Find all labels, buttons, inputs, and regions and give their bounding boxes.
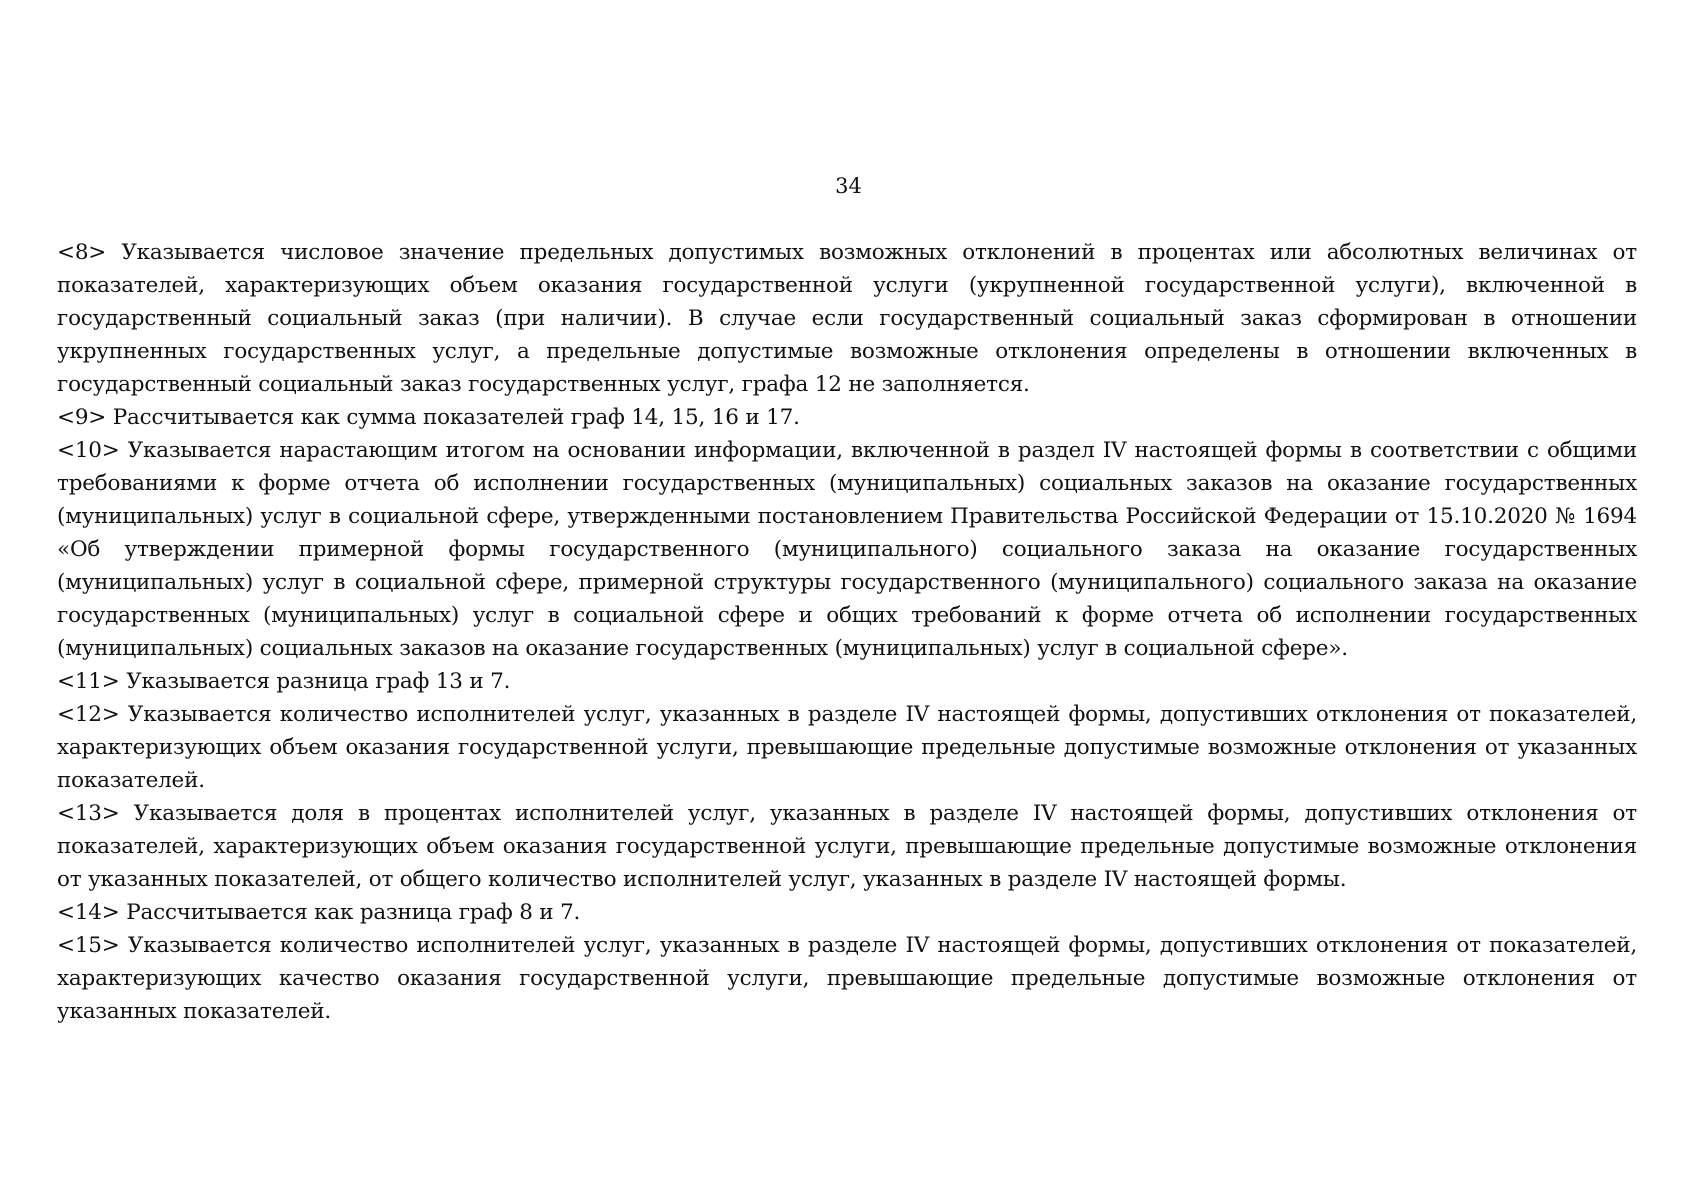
footnote-9: <9> Рассчитывается как сумма показателей граф 14, 15, 16 и 17.	[57, 405, 800, 430]
page-number: 34	[835, 174, 862, 198]
footnote-14: <14> Рассчитывается как разница граф 8 и 7.	[57, 900, 581, 925]
footnote-10: <10> Указывается нарастающим итогом на основании информации, включенной в раздел IV настоящей формы в соответствии с общими требованиями к форме отчета об исполнении государственных (муниципальных) социальных заказов на оказание государственных (муниципальных) услуг в социальной сфере, утвержденными постановлением Правительства Российской Федерации от 15.10.2020 № 1694 «Об утверждении примерной формы государственного (муниципального) социального заказа на оказание государственных (муниципальных) услуг в социальной сфере, примерной структуры государственного (муниципального) социального заказа на оказание государственных (муниципальных) услуг в социальной сфере и общих требований к форме отчета об исполнении государственных (муниципальных) социальных заказов на оказание государственных (муниципальных) услуг в социальной сфере».	[57, 438, 1637, 661]
footnote-12: <12> Указывается количество исполнителей услуг, указанных в разделе IV настоящей формы, допустивших отклонения от показателей, характеризующих объем оказания государственной услуги, превышающие предельные допустимые возможные отклонения от указанных показателей.	[57, 702, 1637, 793]
footnote-15: <15> Указывается количество исполнителей услуг, указанных в разделе IV настоящей формы, допустивших отклонения от показателей, характеризующих качество оказания государственной услуги, превышающие предельные допустимые возможные отклонения от указанных показателей.	[57, 933, 1637, 1024]
footnotes-block	[57, 236, 1637, 1028]
footnote-13: <13> Указывается доля в процентах исполнителей услуг, указанных в разделе IV настоящей формы, допустивших отклонения от показателей, характеризующих объем оказания государственной услуги, превышающие предельные допустимые возможные отклонения от указанных показателей, от общего количество исполнителей услуг, указанных в разделе IV настоящей формы.	[57, 801, 1637, 892]
footnote-11: <11> Указывается разница граф 13 и 7.	[57, 669, 511, 694]
footnote-8: <8> Указывается числовое значение предельных допустимых возможных отклонений в процентах или абсолютных величинах от показателей, характеризующих объем оказания государственной услуги (укрупненной государственной услуги), включенной в государственный социальный заказ (при наличии). В случае если государственный социальный заказ сформирован в отношении укрупненных государственных услуг, а предельные допустимые возможные отклонения определены в отношении включенных в государственный социальный заказ государственных услуг, графа 12 не заполняется.	[57, 240, 1637, 397]
